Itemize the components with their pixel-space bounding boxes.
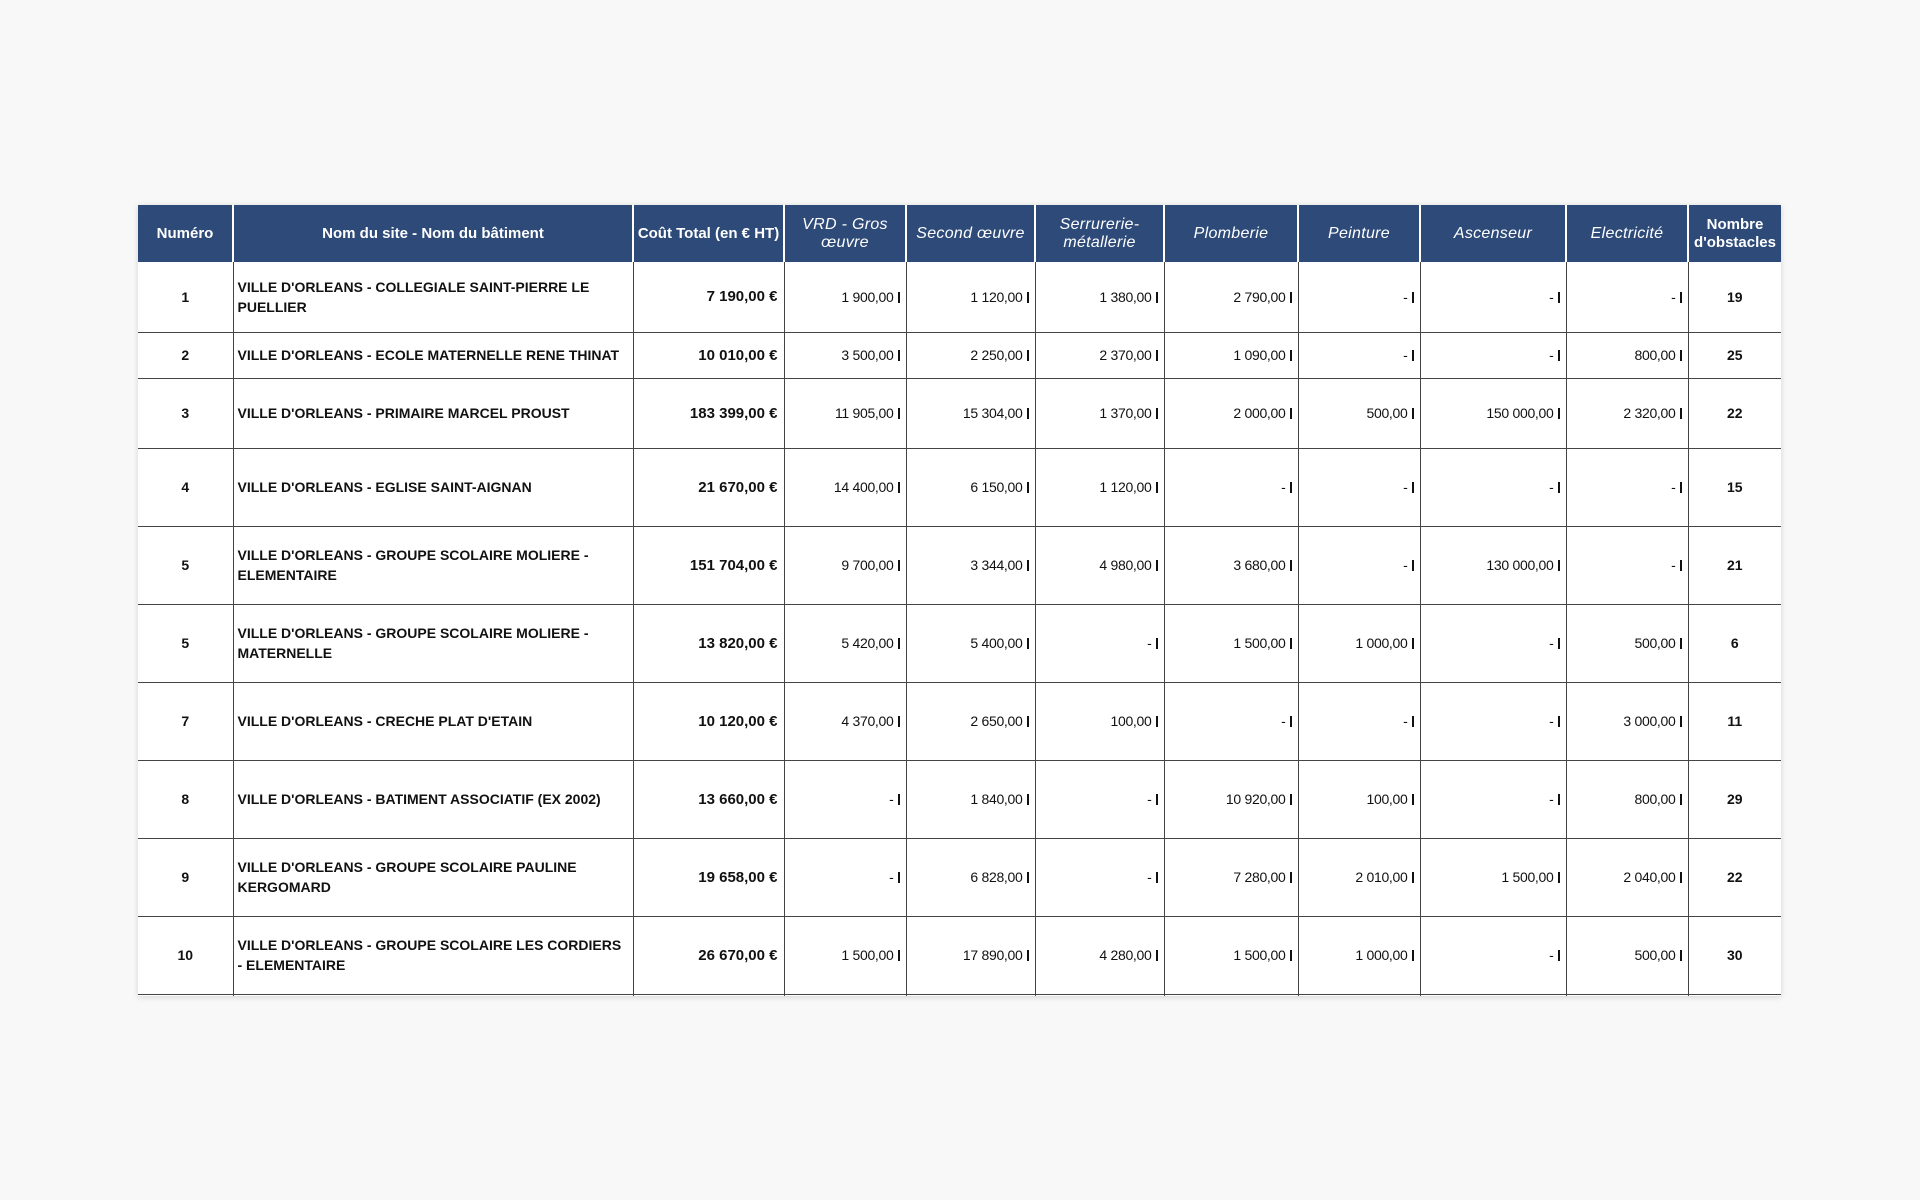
cell-nom[interactable]: VILLE D'ORLEANS - CRECHE PLAT D'ETAIN — [233, 682, 633, 760]
header-peinture[interactable]: Peinture — [1298, 205, 1420, 262]
cell-serrurerie[interactable]: 1 120,00 — [1035, 448, 1164, 526]
table-row — [138, 916, 1781, 994]
header-plomberie[interactable]: Plomberie — [1164, 205, 1298, 262]
cell-ascenseur[interactable]: 150 000,00 — [1420, 378, 1566, 448]
cell-plomberie[interactable]: 2 790,00 — [1164, 262, 1298, 332]
cell-numero[interactable]: 2 — [138, 332, 233, 378]
cell-electricite[interactable]: - — [1566, 526, 1688, 604]
cell-second-oeuvre[interactable]: 2 250,00 — [906, 332, 1035, 378]
cell-serrurerie[interactable]: - — [1035, 838, 1164, 916]
header-vrd[interactable]: VRD - Gros œuvre — [784, 205, 906, 262]
cell-peinture[interactable]: 500,00 — [1298, 378, 1420, 448]
header-electricite[interactable]: Electricité — [1566, 205, 1688, 262]
cell-plomberie[interactable]: - — [1164, 682, 1298, 760]
cell-obstacles[interactable]: 19 — [1688, 262, 1781, 332]
header-numero[interactable]: Numéro — [138, 205, 233, 262]
cell-electricite[interactable]: 800,00 — [1566, 332, 1688, 378]
cell-vrd[interactable]: 14 400,00 — [784, 448, 906, 526]
cell-plomberie[interactable]: 3 680,00 — [1164, 526, 1298, 604]
cell-second-oeuvre[interactable]: 6 828,00 — [906, 838, 1035, 916]
cell-nom[interactable]: VILLE D'ORLEANS - PRIMAIRE MARCEL PROUST — [233, 378, 633, 448]
cell-numero[interactable]: 5 — [138, 604, 233, 682]
cell-obstacles-empty — [1688, 994, 1781, 996]
cell-numero[interactable]: 9 — [138, 838, 233, 916]
cell-numero[interactable]: 10 — [138, 916, 233, 994]
cell-nom[interactable]: VILLE D'ORLEANS - ECOLE MATERNELLE RENE THINAT — [233, 332, 633, 378]
cell-obstacles[interactable]: 25 — [1688, 332, 1781, 378]
cell-ascenseur[interactable]: - — [1420, 916, 1566, 994]
table-row — [138, 838, 1781, 916]
cell-ascenseur[interactable]: - — [1420, 332, 1566, 378]
cell-second-oeuvre[interactable]: 3 344,00 — [906, 526, 1035, 604]
cell-numero[interactable]: 7 — [138, 682, 233, 760]
cell-ascenseur[interactable]: - — [1420, 448, 1566, 526]
cell-numero[interactable]: 4 — [138, 448, 233, 526]
cell-second-oeuvre[interactable]: 2 650,00 — [906, 682, 1035, 760]
cell-plomberie[interactable]: 2 000,00 — [1164, 378, 1298, 448]
cell-nom-empty — [233, 994, 633, 996]
cell-vrd[interactable]: 3 500,00 — [784, 332, 906, 378]
cell-numero[interactable]: 5 — [138, 526, 233, 604]
cell-vrd[interactable]: 5 420,00 — [784, 604, 906, 682]
cell-cout-total[interactable]: 19 658,00 € — [633, 838, 784, 916]
cell-cout-total[interactable]: 13 820,00 € — [633, 604, 784, 682]
header-row — [138, 205, 1781, 262]
cell-serrurerie[interactable]: 100,00 — [1035, 682, 1164, 760]
cell-second-oeuvre[interactable]: 5 400,00 — [906, 604, 1035, 682]
cell-numero[interactable]: 3 — [138, 378, 233, 448]
cell-obstacles[interactable]: 22 — [1688, 838, 1781, 916]
header-serrurerie[interactable]: Serrurerie-métallerie — [1035, 205, 1164, 262]
header-cout-total[interactable]: Coût Total (en € HT) — [633, 205, 784, 262]
cell-numero[interactable]: 1 — [138, 262, 233, 332]
table-row — [138, 378, 1781, 448]
header-obstacles[interactable]: Nombre d'obstacles — [1688, 205, 1781, 262]
table-row-partial — [138, 994, 1781, 996]
cell-electricite[interactable]: 2 040,00 — [1566, 838, 1688, 916]
cell-obstacles[interactable]: 6 — [1688, 604, 1781, 682]
cell-nom[interactable]: VILLE D'ORLEANS - GROUPE SCOLAIRE MOLIERE - MATERNELLE — [233, 604, 633, 682]
cell-obstacles[interactable]: 22 — [1688, 378, 1781, 448]
cell-plomberie[interactable]: 7 280,00 — [1164, 838, 1298, 916]
cell-cout-total[interactable]: 10 120,00 € — [633, 682, 784, 760]
cell-vrd[interactable]: 4 370,00 — [784, 682, 906, 760]
table-row — [138, 682, 1781, 760]
cell-cout-total[interactable]: 7 190,00 € — [633, 262, 784, 332]
cell-electricite[interactable]: 500,00 — [1566, 916, 1688, 994]
cell-second-oeuvre[interactable]: 1 840,00 — [906, 760, 1035, 838]
cell-electricite[interactable]: 3 000,00 — [1566, 682, 1688, 760]
cell-serrurerie[interactable]: - — [1035, 604, 1164, 682]
cell-serrurerie[interactable]: 1 370,00 — [1035, 378, 1164, 448]
cell-plomberie[interactable]: 1 090,00 — [1164, 332, 1298, 378]
cost-table — [138, 205, 1781, 996]
table-row — [138, 604, 1781, 682]
cell-peinture-empty — [1298, 994, 1420, 996]
cell-obstacles[interactable]: 21 — [1688, 526, 1781, 604]
cell-electricite[interactable]: 500,00 — [1566, 604, 1688, 682]
table-row — [138, 526, 1781, 604]
header-ascenseur[interactable]: Ascenseur — [1420, 205, 1566, 262]
cell-ascenseur[interactable]: - — [1420, 682, 1566, 760]
cell-electricite[interactable]: 800,00 — [1566, 760, 1688, 838]
table-row — [138, 262, 1781, 332]
cell-plomberie-empty — [1164, 994, 1298, 996]
cell-nom[interactable]: VILLE D'ORLEANS - GROUPE SCOLAIRE LES CORDIERS - ELEMENTAIRE — [233, 916, 633, 994]
cell-obstacles[interactable]: 29 — [1688, 760, 1781, 838]
cell-ascenseur-empty — [1420, 994, 1566, 996]
cell-serrurerie-empty — [1035, 994, 1164, 996]
cell-nom[interactable]: VILLE D'ORLEANS - BATIMENT ASSOCIATIF (EX 2002) — [233, 760, 633, 838]
cell-ascenseur[interactable]: - — [1420, 262, 1566, 332]
cell-vrd[interactable]: - — [784, 838, 906, 916]
cell-second-oeuvre-empty — [906, 994, 1035, 996]
cell-numero-empty — [138, 994, 233, 996]
cell-obstacles[interactable]: 30 — [1688, 916, 1781, 994]
cell-cout-total-empty — [633, 994, 784, 996]
cell-serrurerie[interactable]: 4 280,00 — [1035, 916, 1164, 994]
cell-cout-total[interactable]: 21 670,00 € — [633, 448, 784, 526]
cell-nom[interactable]: VILLE D'ORLEANS - GROUPE SCOLAIRE MOLIERE - ELEMENTAIRE — [233, 526, 633, 604]
cell-nom[interactable]: VILLE D'ORLEANS - EGLISE SAINT-AIGNAN — [233, 448, 633, 526]
cell-electricite-empty — [1566, 994, 1688, 996]
cell-plomberie[interactable]: - — [1164, 448, 1298, 526]
cell-cout-total[interactable]: 183 399,00 € — [633, 378, 784, 448]
cell-second-oeuvre[interactable]: 6 150,00 — [906, 448, 1035, 526]
cell-serrurerie[interactable]: 1 380,00 — [1035, 262, 1164, 332]
cell-ascenseur[interactable]: 1 500,00 — [1420, 838, 1566, 916]
cell-ascenseur[interactable]: 130 000,00 — [1420, 526, 1566, 604]
cell-vrd[interactable]: - — [784, 760, 906, 838]
cell-peinture[interactable]: - — [1298, 682, 1420, 760]
cell-peinture[interactable]: - — [1298, 448, 1420, 526]
cell-peinture[interactable]: - — [1298, 526, 1420, 604]
cell-vrd[interactable]: 1 900,00 — [784, 262, 906, 332]
cell-cout-total[interactable]: 26 670,00 € — [633, 916, 784, 994]
cell-electricite[interactable]: - — [1566, 448, 1688, 526]
header-nom[interactable]: Nom du site - Nom du bâtiment — [233, 205, 633, 262]
cell-peinture[interactable]: 100,00 — [1298, 760, 1420, 838]
cell-second-oeuvre[interactable]: 17 890,00 — [906, 916, 1035, 994]
cell-second-oeuvre[interactable]: 1 120,00 — [906, 262, 1035, 332]
cell-ascenseur[interactable]: - — [1420, 604, 1566, 682]
cell-plomberie[interactable]: 1 500,00 — [1164, 604, 1298, 682]
cell-serrurerie[interactable]: 2 370,00 — [1035, 332, 1164, 378]
table-row — [138, 332, 1781, 378]
cell-cout-total[interactable]: 10 010,00 € — [633, 332, 784, 378]
cell-cout-total[interactable]: 13 660,00 € — [633, 760, 784, 838]
header-second-oeuvre[interactable]: Second œuvre — [906, 205, 1035, 262]
cell-second-oeuvre[interactable]: 15 304,00 — [906, 378, 1035, 448]
cell-peinture[interactable]: 1 000,00 — [1298, 604, 1420, 682]
cell-vrd[interactable]: 11 905,00 — [784, 378, 906, 448]
cell-vrd-empty — [784, 994, 906, 996]
cell-plomberie[interactable]: 10 920,00 — [1164, 760, 1298, 838]
cell-ascenseur[interactable]: - — [1420, 760, 1566, 838]
table-row — [138, 760, 1781, 838]
cell-obstacles[interactable]: 15 — [1688, 448, 1781, 526]
cell-electricite[interactable]: - — [1566, 262, 1688, 332]
cell-peinture[interactable]: - — [1298, 332, 1420, 378]
cell-vrd[interactable]: 9 700,00 — [784, 526, 906, 604]
cell-serrurerie[interactable]: 4 980,00 — [1035, 526, 1164, 604]
cell-cout-total[interactable]: 151 704,00 € — [633, 526, 784, 604]
spreadsheet-view — [138, 205, 1781, 996]
table-row — [138, 448, 1781, 526]
cell-numero[interactable]: 8 — [138, 760, 233, 838]
cell-peinture[interactable]: 2 010,00 — [1298, 838, 1420, 916]
cell-nom[interactable]: VILLE D'ORLEANS - GROUPE SCOLAIRE PAULINE KERGOMARD — [233, 838, 633, 916]
cell-nom[interactable]: VILLE D'ORLEANS - COLLEGIALE SAINT-PIERRE LE PUELLIER — [233, 262, 633, 332]
cell-plomberie[interactable]: 1 500,00 — [1164, 916, 1298, 994]
cell-serrurerie[interactable]: - — [1035, 760, 1164, 838]
cell-peinture[interactable]: - — [1298, 262, 1420, 332]
cell-obstacles[interactable]: 11 — [1688, 682, 1781, 760]
cell-electricite[interactable]: 2 320,00 — [1566, 378, 1688, 448]
cell-vrd[interactable]: 1 500,00 — [784, 916, 906, 994]
cell-peinture[interactable]: 1 000,00 — [1298, 916, 1420, 994]
